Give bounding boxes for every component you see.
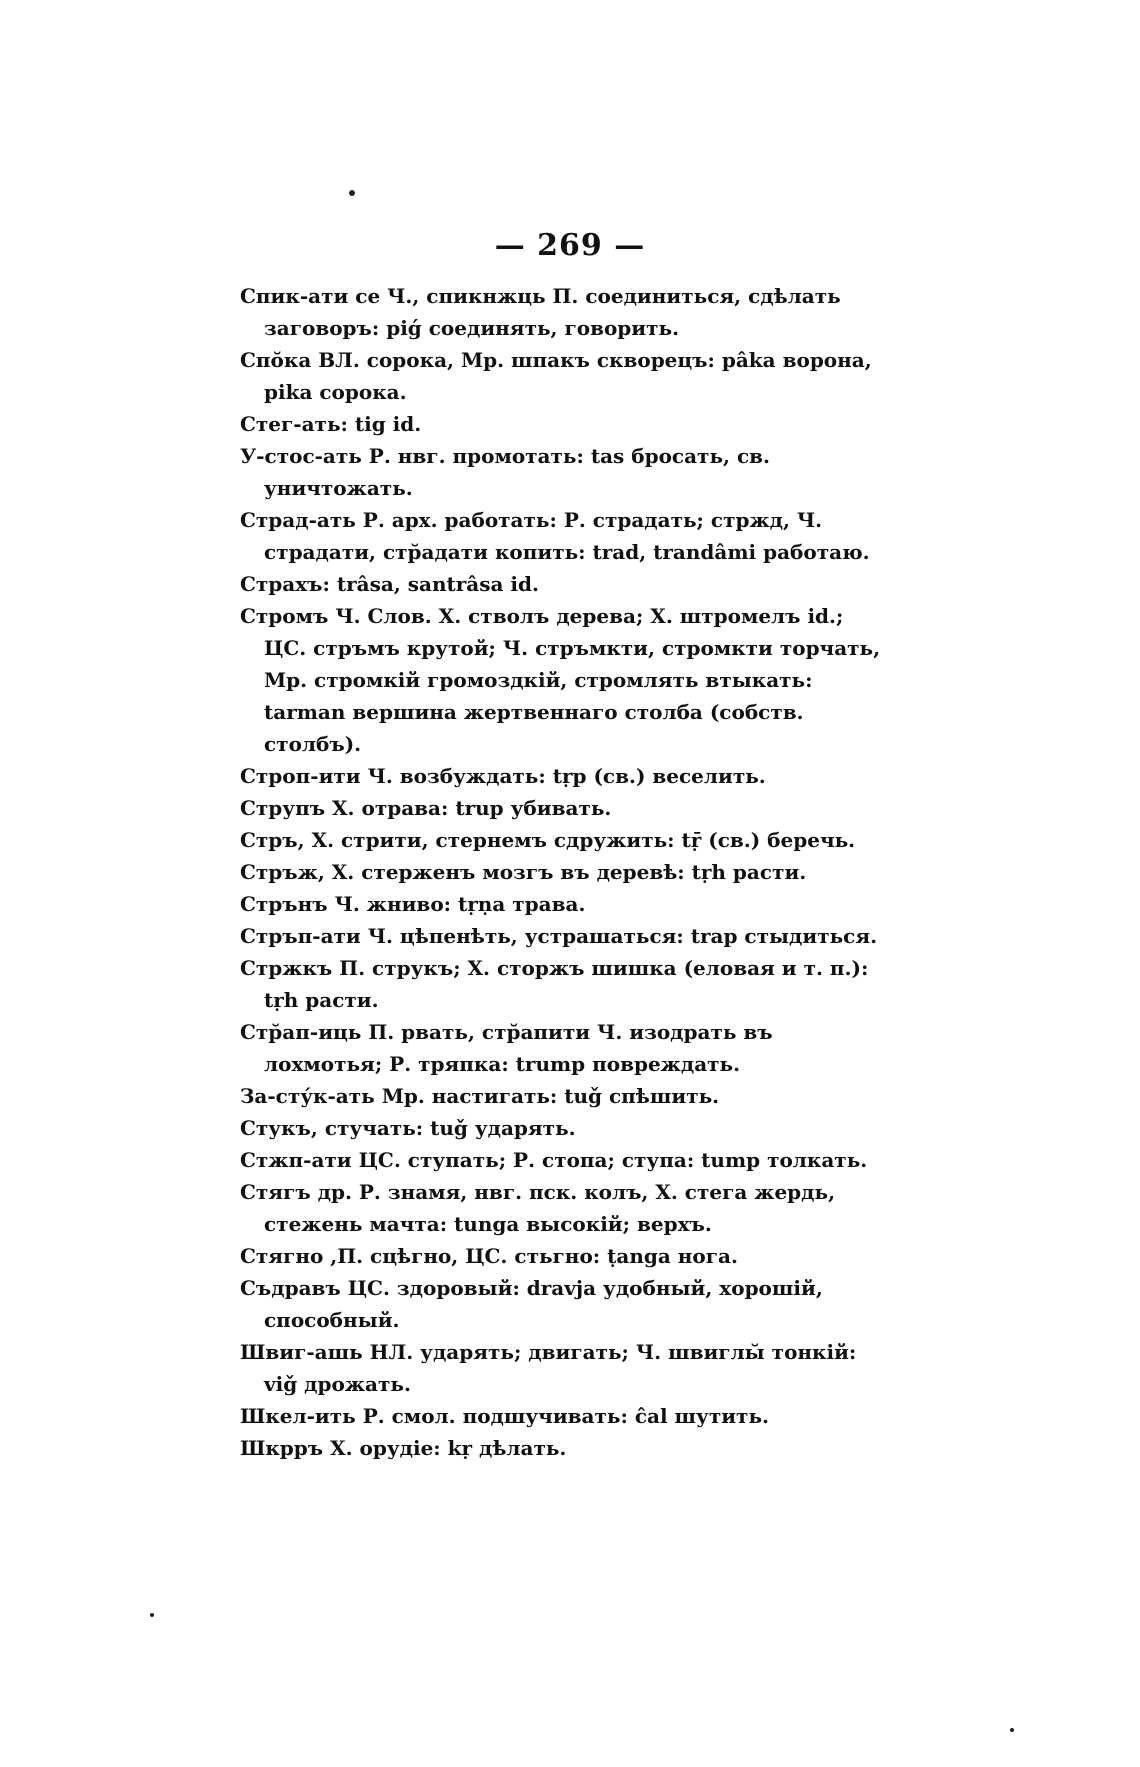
dictionary-entry: Стромъ Ч. Слов. Х. стволъ дерева; Х. штромелъ id.; ЦС. стръмъ крутой; Ч. стръмкти, стромкти торчать, Мр. стромкій громоздкій, стромлять втыкать: tarman вершина жертвеннаго столба (собств. столбъ). — [240, 604, 881, 756]
dictionary-entry: Стягъ др. Р. знамя, нвг. пск. колъ, Х. стега жердь, стежень мачта: tunga высокій; верхъ. — [240, 1180, 836, 1236]
dictionary-entry: Швиг-ашь НЛ. ударять; двигать; Ч. швиглы̆ тонкій: viǧ дрожать. — [240, 1340, 857, 1396]
dictionary-entry: Спо̆ка ВЛ. сорока, Мр. шпакъ скворецъ: pâka ворона, pika сорока. — [240, 348, 872, 404]
dictionary-entries — [240, 280, 885, 1464]
dictionary-entry: У-стос-ать Р. нвг. промотать: tas бросать, св. уничтожать. — [240, 444, 770, 500]
dictionary-entry: Шкел-ить Р. смол. подшучивать: ĉal шутить. — [240, 1404, 769, 1428]
dictionary-entry: Стег-ать: tig id. — [240, 412, 422, 436]
dictionary-entry: Стрънъ Ч. жниво: tṛṇa трава. — [240, 892, 586, 916]
dictionary-entry: Стръп-ати Ч. цѣпенѣть, устрашаться: trap стыдиться. — [240, 924, 878, 948]
dictionary-entry: Стржкъ П. струкъ; Х. сторжъ шишка (еловая и т. п.): tṛh расти. — [240, 956, 869, 1012]
dictionary-entry: За-сту́к-ать Мр. настигать: tuǧ спѣшить. — [240, 1084, 720, 1108]
dictionary-entry: Стр̆ап-иць П. рвать, стр̆апити Ч. изодрать въ лохмотья; Р. тряпка: trump повреждать. — [240, 1020, 773, 1076]
print-speck — [150, 1613, 154, 1617]
dictionary-entry: Спик-ати се Ч., спикнжць П. соединиться, сдѣлать заговоръ: piǵ соединять, говорить. — [240, 284, 841, 340]
print-speck — [1010, 1728, 1014, 1732]
dictionary-entry: Строп-ити Ч. возбуждать: tṛp (св.) веселить. — [240, 764, 766, 788]
dictionary-entry: Стжп-ати ЦС. ступать; Р. стопа; ступа: tump толкать. — [240, 1148, 868, 1172]
dictionary-entry: Шкрръ Х. орудіе: kṛ дѣлать. — [240, 1436, 567, 1460]
dictionary-entry: Стръ, Х. стрити, стернемъ сдружить: tṝ (св.) беречь. — [240, 828, 856, 852]
dictionary-entry: Стягно ,П. сцѣгно, ЦС. стьгно: ṭanga нога. — [240, 1244, 738, 1268]
page-number: — 269 — — [494, 228, 646, 263]
dictionary-entry: Струпъ Х. отрава: trup убивать. — [240, 796, 612, 820]
dictionary-entry: Страд-ать Р. арх. работать: Р. страдать; стржд, Ч. страдати, стр̆адати копить: trad, trandâmi работаю. — [240, 508, 870, 564]
dictionary-entry: Стукъ, стучать: tuǧ ударять. — [240, 1116, 576, 1140]
print-speck — [349, 190, 355, 196]
dictionary-entry: Страхъ: trâsa, santrâsa id. — [240, 572, 539, 596]
dictionary-entry: Стръж, Х. стерженъ мозгъ въ деревѣ: tṛh расти. — [240, 860, 807, 884]
dictionary-entry: Съдравъ ЦС. здоровый: dravja удобный, хорошій, способный. — [240, 1276, 823, 1332]
